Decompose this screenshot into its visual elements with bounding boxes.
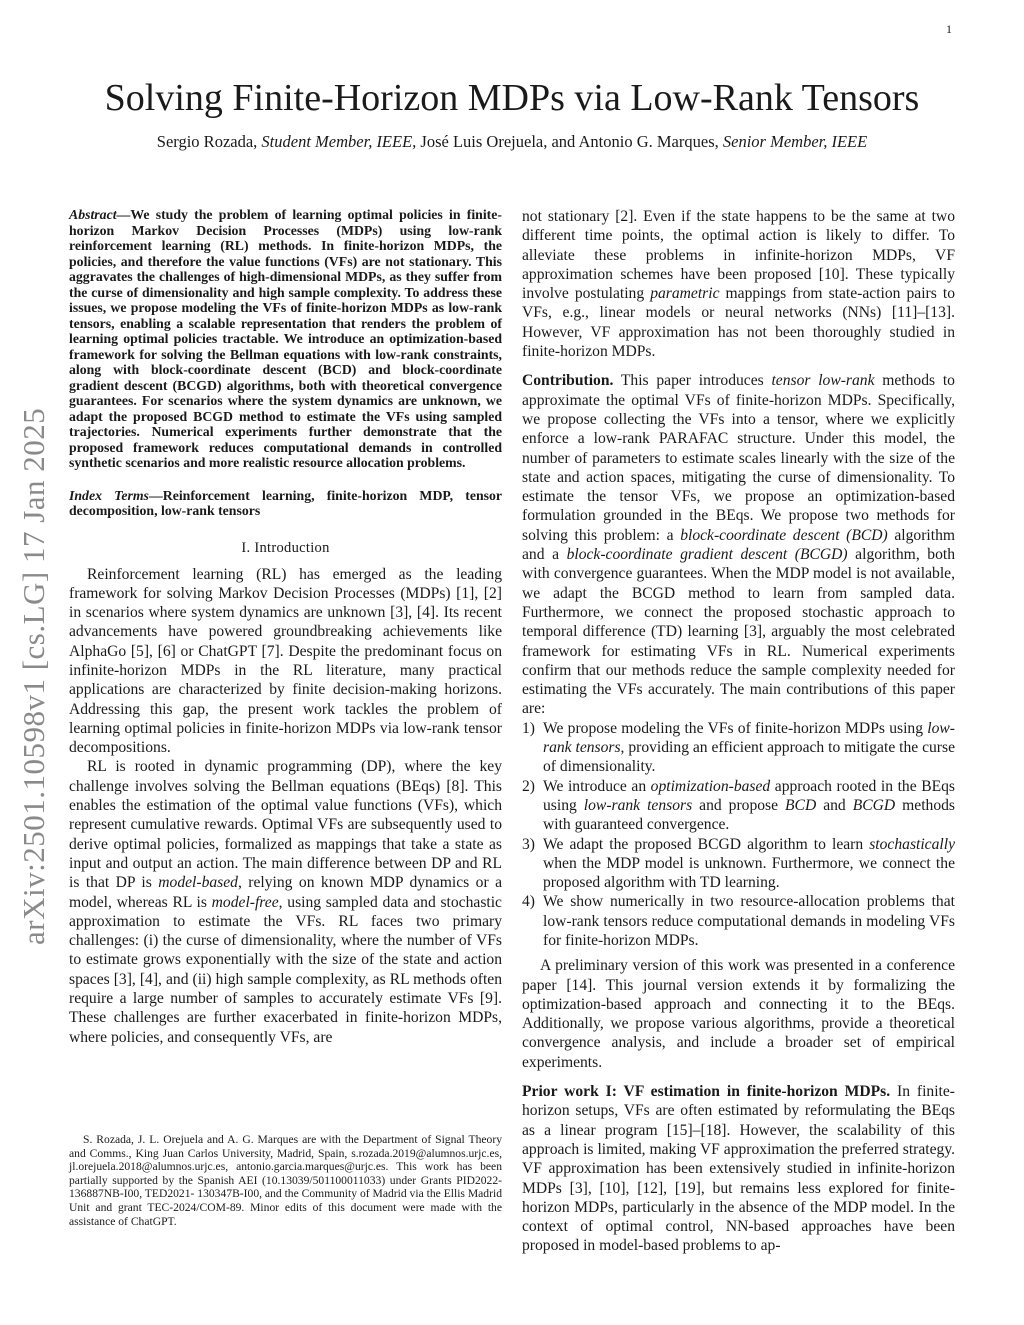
paragraph-lead: Prior work I: VF estimation in finite-horizon MDPs. [522,1083,891,1101]
text-run: methods with guaranteed convergence. [543,796,955,834]
author-membership: Senior Member, IEEE [722,132,868,151]
preliminary-version-paragraph: A preliminary version of this work was presented in a conference paper [14]. This journal version extends it by formalizing the optimization-based approach and connecting it to the BEqs. Additionally, we propose various algorithms, provide a theoretical convergence analysis, and include a broader set of empirical experiments. [522,957,955,1071]
list-number: 1) [522,719,535,737]
text-run: approach rooted in the BEqs using [543,777,955,814]
prior-work-paragraph [522,1082,955,1256]
index-terms [69,488,502,519]
page-number: 1 [946,22,952,36]
list-number: 3) [522,835,535,853]
abstract-text: —We study the problem of learning optimal policies in finite-horizon Markov Decision Processes (MDPs) using low-rank reinforcement learning (RL) methods. In finite-horizon MDPs, the policies, and therefore the value functions (VFs) are not stationary. This aggravates the challenges of high-dimensional MDPs, as they suffer from the curse of dimensionality and high sample complexity. To address these issues, we propose modeling the VFs of finite-horizon MDPs as low-rank tensors, enabling a scalable representation that renders the problem of learning optimal policies tractable. We introduce an optimization-based framework for solving the Bellman equations with low-rank constraints, along with block-coordinate descent (BCD) and block-coordinate gradient descent (BCGD) algorithms, both with theoretical convergence guarantees. For scenarios where the system dynamics are unknown, we adapt the proposed BCGD method to estimate the VFs using sampled trajectories. Numerical experiments further demonstrate that the proposed framework reduces computational demands in controlled synthetic scenarios and more realistic resource allocation problems. [69,207,502,470]
text-run: not stationary [2]. Even if the state happens to be the same at two different time points, the optimal action is likely to differ. To alleviate these problems in infinite-horizon MDPs, VF approximation schemes have been proposed [10]. These typically involve postulating [522,208,955,303]
text-run: mappings from state-action pairs to VFs, e.g., linear models or neural networks (NNs) [11]–[13]. However, VF approximation has not been thoroughly studied in finite-horizon MDPs. [522,285,955,361]
abstract [69,207,502,471]
emphasis: low-rank tensors [583,796,693,814]
text-run: , providing an efficient approach to mitigate the curse of dimensionality. [543,739,955,776]
text-run: methods to approximate the optimal VFs of finite-horizon MDPs. Specifically, we propose collecting the VFs into a tensor, where we explicitly enforce a low-rank PARAFAC structure. Under this model, the number of parameters to estimate scales linearly with the size of the state and action spaces, mitigating the curse of dimensionality. To estimate the tensor VFs, we propose an optimization-based formulation grounded in the BEqs. We propose two methods for solving this problem: a [522,372,955,544]
emphasis: model-free [211,893,279,911]
list-item [522,777,955,835]
emphasis: optimization-based [650,777,771,795]
left-column [69,207,502,1047]
text-run: We show numerically in two resource-allocation problems that low-rank tensors reduce computational demands in modeling VFs for finite-horizon MDPs. [543,893,955,949]
intro-paragraph-1: Reinforcement learning (RL) has emerged as the leading framework for solving Markov Decision Processes (MDPs) [1], [2] in scenarios where system dynamics are unknown [3], [4]. Its recent advancements have powered groundbreaking achievements like AlphaGo [5], [6] or ChatGPT [7]. Despite the predominant focus on infinite-horizon MDPs in the RL literature, many practical applications are characterized by finite decision-making horizons. Addressing this gap, the present work tackles the problem of learning optimal policies in finite-horizon MDPs via low-rank tensor decompositions. [69,565,502,757]
section-heading-introduction: I. Introduction [241,539,330,556]
emphasis: BCD [785,796,817,814]
paper-title: Solving Finite-Horizon MDPs via Low-Rank Tensors [104,77,920,119]
text-run: In finite-horizon setups, VFs are often estimated by reformulating the BEqs as a linear program [15]–[18]. However, the scalability of this approach is limited, making VF approximation the preferred strategy. VF approximation has been extensively studied in infinite-horizon MDPs [3], [10], [12], [19], but remains less explored for finite-horizon MDPs, particularly in the absence of the MDP model. In the context of optimal control, NN-based approaches have been proposed in model-based problems to ap- [522,1083,955,1255]
paragraph-lead: Contribution. [522,372,614,390]
text-run: algorithm, both with convergence guarantees. When the MDP model is not available, we adapt the BCGD method to learn from sampled data. Furthermore, we connect the proposed stochastic approach to temporal difference (TD) learning [3], arguably the most celebrated framework for estimating VFs in RL. Numerical experiments confirm that our methods reduce the sample complexity needed for estimating the VFs accurately. The main contributions of this paper are: [522,546,955,718]
author-name: Sergio Rozada, [156,132,262,151]
emphasis: low-rank tensors [543,719,955,757]
text-run: algorithm and a [522,526,956,564]
index-terms-label: Index Terms [69,487,149,503]
text-run: when the MDP model is unknown. Furthermore, we connect the proposed algorithm with TD learning. [543,854,955,892]
text-run: We propose modeling the VFs of finite-horizon MDPs using [543,719,928,737]
emphasis: tensor low-rank [771,372,875,390]
intro-paragraph-continued [522,207,955,361]
footnote-text: S. Rozada, J. L. Orejuela and A. G. Marques are with the Department of Signal Theory and Comms., King Juan Carlos University, Madrid, Spain, s.rozada.2019@alumnos.urjc.es, jl.orejuela.2018@alumnos.urjc.es, antonio.garcia.marques@urjc.es. This work has been partially supported by the Spanish AEI (10.13039/501100011033) under Grants PID2022-136887NB-I00, TED2021- 130347B-I00, and the Community of Madrid via the Ellis Madrid Unit and grant TEC-2024/COM-89. Minor edits of this document were made with the assistance of ChatGPT. [69,1133,502,1228]
footnote [69,1133,502,1228]
emphasis: parametric [650,285,720,303]
text-run: and [816,796,853,814]
text-run: RL is rooted in dynamic programming (DP), where the key challenge involves solving the Bellman equations (BEqs) [8]. This enables the estimation of the optimal value functions (VFs), which represent cumulative rewards. Optimal VFs are subsequently used to derive optimal policies, formalized as mappings that take a state as input and output an action. The main difference between DP and RL is that DP is [69,758,502,892]
index-terms-text: —Reinforcement learning, finite-horizon MDP, tensor decomposition, low-rank tensors [69,487,503,518]
author-membership: Student Member, IEEE, [261,132,417,151]
list-item [522,892,955,950]
text-run: We introduce an [543,777,651,795]
emphasis: model-based [158,874,238,892]
abstract-label: Abstract [69,207,117,222]
emphasis: BCGD [852,796,896,814]
emphasis: block-coordinate descent (BCD) [680,526,888,544]
text-run: , relying on known MDP dynamics or a model, whereas RL is [69,874,503,911]
arxiv-identifier-stamp: arXiv:2501.10598v1 [cs.LG] 17 Jan 2025 [16,407,51,945]
text-run: We adapt the proposed BCGD algorithm to learn [543,835,870,853]
list-number: 4) [522,893,535,911]
list-number: 2) [522,777,535,795]
list-item [522,835,955,893]
text-run: , using sampled data and stochastic approximation to estimate the VFs. RL faces two primary challenges: (i) the curse of dimensionality, where the number of VFs to estimate grows exponentially with the size of the state and action spaces [3], [4], and (ii) high sample complexity, as RL methods often require a large number of samples to accurately estimate VFs [9]. These challenges are further exacerbated in finite-horizon MDPs, where policies, and consequently VFs, are [69,893,502,1046]
text-run: and propose [692,796,786,814]
right-column [522,207,955,1256]
emphasis: block-coordinate gradient descent (BCGD) [566,546,848,564]
emphasis: stochastically [869,835,955,853]
contributions-list [522,719,955,951]
text-run: This paper introduces [613,372,772,390]
list-item [522,719,955,777]
intro-paragraph-2 [69,757,502,1046]
author-line [0,132,1024,152]
author-name: José Luis Orejuela, and Antonio G. Marques, [416,132,723,151]
contribution-paragraph [522,371,955,718]
